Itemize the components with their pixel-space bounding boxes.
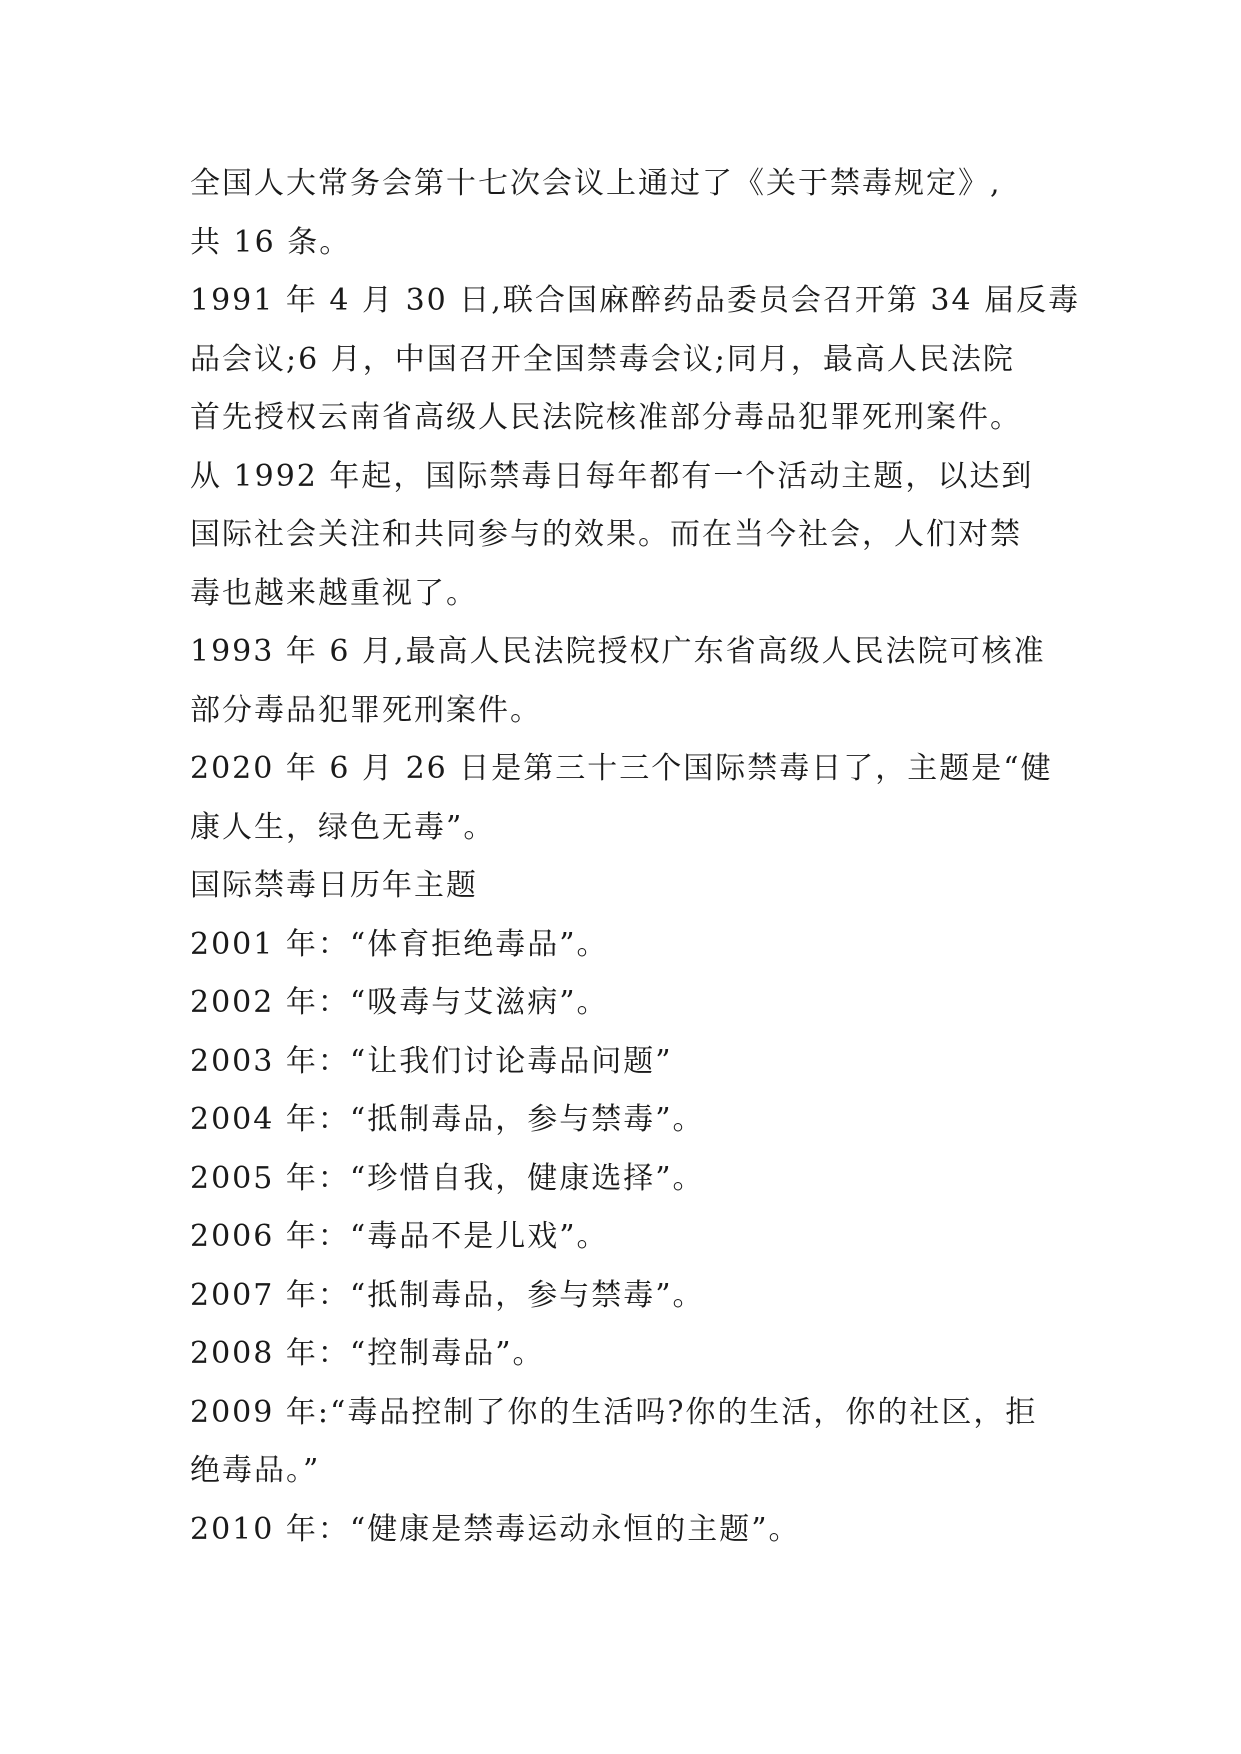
document-body	[190, 155, 1081, 1559]
text-line: 毒也越来越重视了。	[190, 575, 478, 611]
theme-list-item: 2004 年：“抵制毒品，参与禁毒”。	[190, 1102, 705, 1137]
text-line: 1991 年 4 月 30 日,联合国麻醉药品委员会召开第 34 届反毒	[190, 283, 1081, 318]
theme-list-item: 2005 年：“珍惜自我，健康选择”。	[190, 1160, 705, 1196]
text-line: 首先授权云南省高级人民法院核准部分毒品犯罪死刑案件。	[190, 400, 1022, 435]
text-line: 1993 年 6 月,最高人民法院授权广东省高级人民法院可核准	[190, 634, 1046, 669]
theme-list-item: 2003 年：“让我们讨论毒品问题”	[190, 1043, 673, 1079]
text-line: 全国人大常务会第十七次会议上通过了《关于禁毒规定》,	[190, 166, 1002, 201]
theme-list-item: 2002 年：“吸毒与艾滋病”。	[190, 985, 609, 1020]
text-line: 国际社会关注和共同参与的效果。而在当今社会，人们对禁	[190, 517, 1022, 552]
theme-list-item: 2010 年：“健康是禁毒运动永恒的主题”。	[190, 1511, 801, 1547]
text-line: 康人生，绿色无毒”。	[190, 809, 496, 845]
text-line: 共 16 条。	[190, 224, 352, 260]
text-line: 从 1992 年起，国际禁毒日每年都有一个活动主题，以达到	[190, 458, 1034, 494]
section-heading: 国际禁毒日历年主题	[190, 868, 478, 903]
text-line: 部分毒品犯罪死刑案件。	[190, 692, 542, 728]
theme-list-item-continuation: 绝毒品。”	[190, 1453, 321, 1488]
text-line: 品会议;6 月，中国召开全国禁毒会议;同月，最高人民法院	[190, 341, 1015, 377]
theme-list-item: 2001 年：“体育拒绝毒品”。	[190, 926, 609, 962]
theme-list-item: 2006 年：“毒品不是儿戏”。	[190, 1219, 609, 1254]
theme-list-item: 2008 年：“控制毒品”。	[190, 1336, 545, 1371]
text-line: 2020 年 6 月 26 日是第三十三个国际禁毒日了，主题是“健	[190, 751, 1053, 786]
theme-list-item: 2007 年：“抵制毒品，参与禁毒”。	[190, 1277, 705, 1313]
theme-list-item: 2009 年:“毒品控制了你的生活吗?你的生活，你的社区，拒	[190, 1394, 1038, 1430]
